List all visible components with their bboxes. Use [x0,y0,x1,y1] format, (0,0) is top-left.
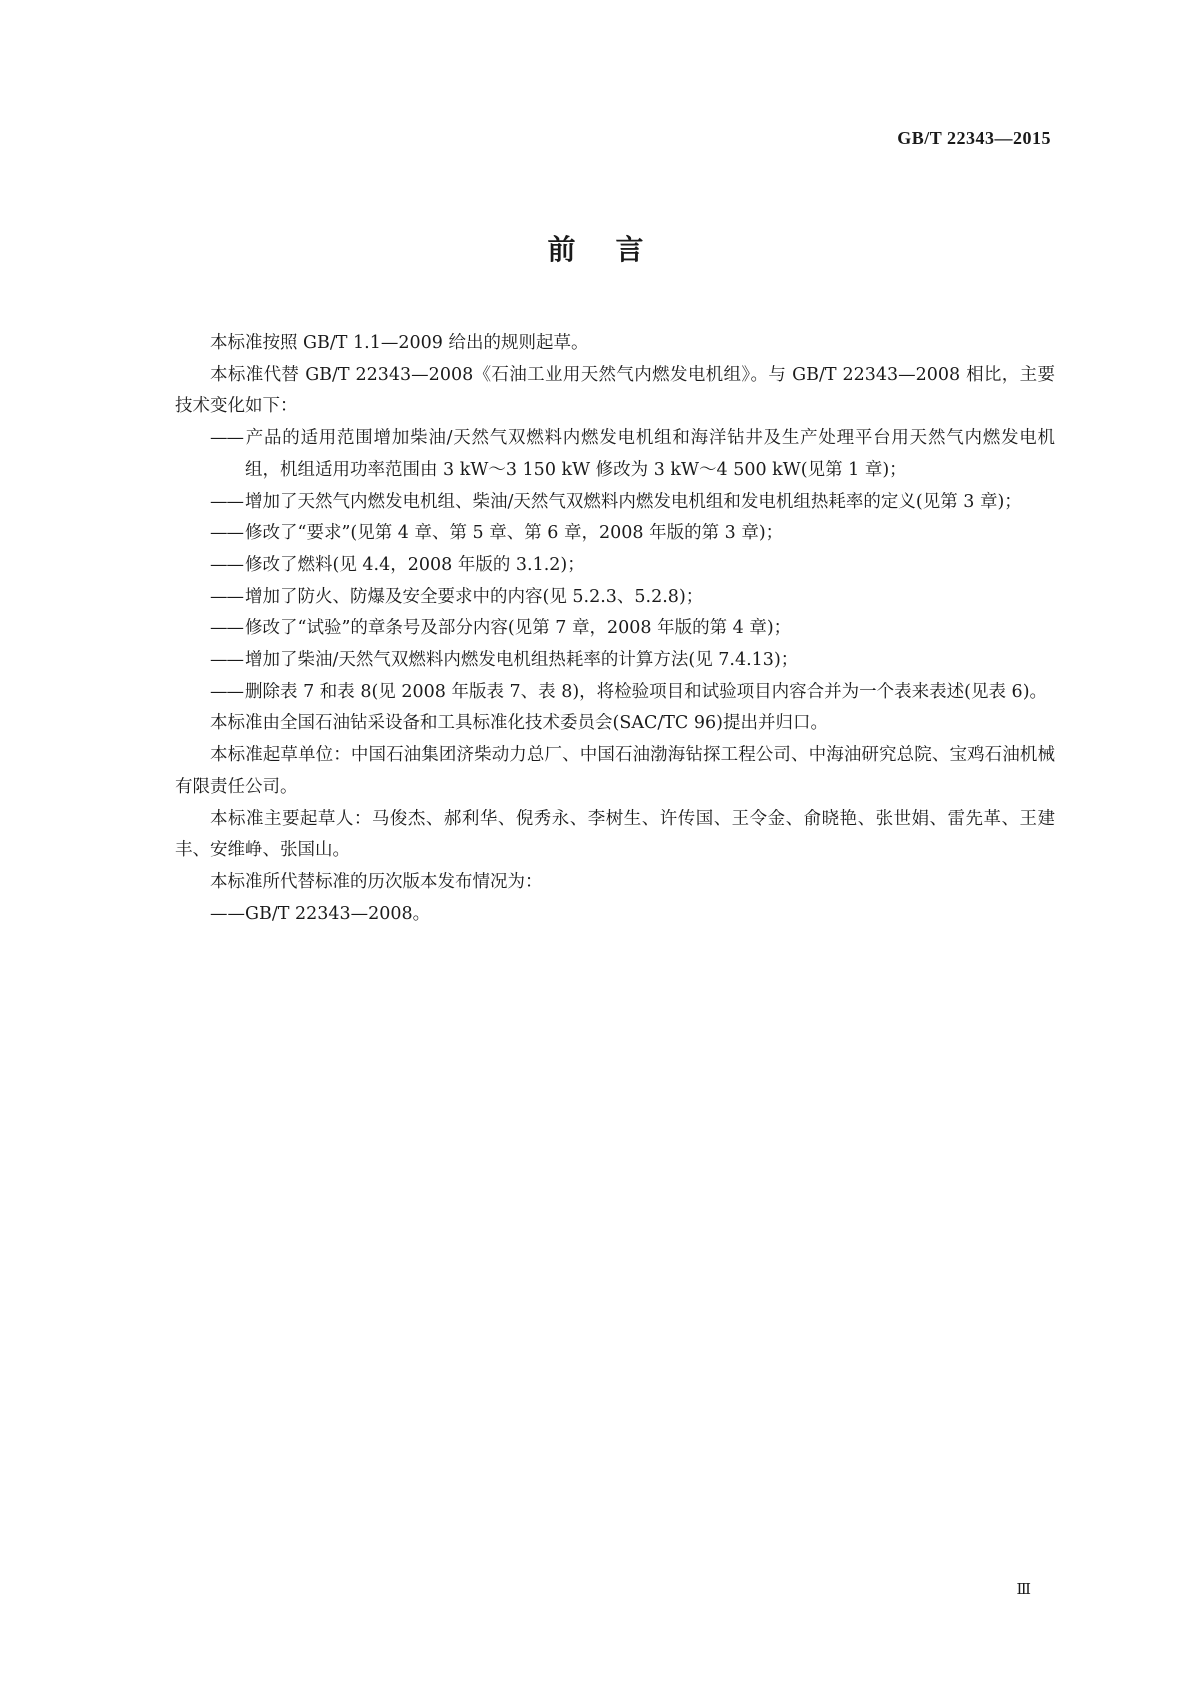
list-item [175,645,1055,677]
document-body [175,328,1055,930]
paragraph-drafters: 本标准主要起草人：马俊杰、郝利华、倪秀永、李树生、许传国、王令金、俞晓艳、张世娟、雷先革、王建丰、安维峥、张国山。 [175,808,1055,861]
list-item-text: 增加了防火、防爆及安全要求中的内容(见 5.2.3、5.2.8)； [245,586,704,607]
page-title: 前言 [547,233,684,266]
list-item-text: 修改了“要求”(见第 4 章、第 5 章、第 6 章，2008 年版的第 3 章)； [245,523,784,544]
list-item [175,518,1055,550]
list-item-text: 增加了柴油/天然气双燃料内燃发电机组热耗率的计算方法(见 7.4.13)； [245,650,799,671]
standard-code: GB/T 22343—2015 [897,128,1051,148]
list-item [175,677,1055,709]
list-dash: —— [210,586,243,607]
list-item [175,487,1055,519]
list-item-text: 修改了燃料(见 4.4，2008 年版的 3.1.2)； [245,554,585,575]
list-item [175,550,1055,582]
list-item-text: 产品的适用范围增加柴油/天然气双燃料内燃发电机组和海洋钻井及生产处理平台用天然气内燃发电机组，机组适用功率范围由 3 kW～3 150 kW 修改为 3 kW～4 500 kW(见第 1 章)； [245,428,1055,480]
paragraph-drafting-rules: 本标准按照 GB/T 1.1—2009 给出的规则起草。 [210,333,589,353]
changes-list [175,423,1055,708]
paragraph-drafting-units: 本标准起草单位：中国石油集团济柴动力总厂、中国石油渤海钻探工程公司、中海油研究总院、宝鸡石油机械有限责任公司。 [175,745,1055,797]
list-item-text: 删除表 7 和表 8(见 2008 年版表 7、表 8)，将检验项目和试验项目内容合并为一个表来表述(见表 6)。 [245,681,1048,702]
list-dash: —— [210,523,243,544]
list-dash: —— [210,554,243,575]
paragraph-replacement: 本标准代替 GB/T 22343—2008《石油工业用天然气内燃发电机组》。与 GB/T 22343—2008 相比，主要技术变化如下： [175,364,1055,417]
list-dash: —— [210,650,243,671]
list-dash: —— [210,618,243,639]
list-dash: —— [210,681,243,702]
list-item-text: 增加了天然气内燃发电机组、柴油/天然气双燃料内燃发电机组和发电机组热耗率的定义(见第 3 章)； [245,491,1022,512]
paragraph-version-history: 本标准所代替标准的历次版本发布情况为： [210,871,543,892]
page-number: Ⅲ [1016,1582,1031,1598]
list-item [175,423,1055,486]
list-item-text: 修改了“试验”的章条号及部分内容(见第 7 章，2008 年版的第 4 章)； [245,618,792,639]
list-item [175,582,1055,614]
history-item: ——GB/T 22343—2008。 [210,903,431,924]
list-dash: —— [210,428,243,449]
paragraph-committee: 本标准由全国石油钻采设备和工具标准化技术委员会(SAC/TC 96)提出并归口。 [210,713,828,734]
list-dash: —— [210,491,243,512]
list-item [175,613,1055,645]
